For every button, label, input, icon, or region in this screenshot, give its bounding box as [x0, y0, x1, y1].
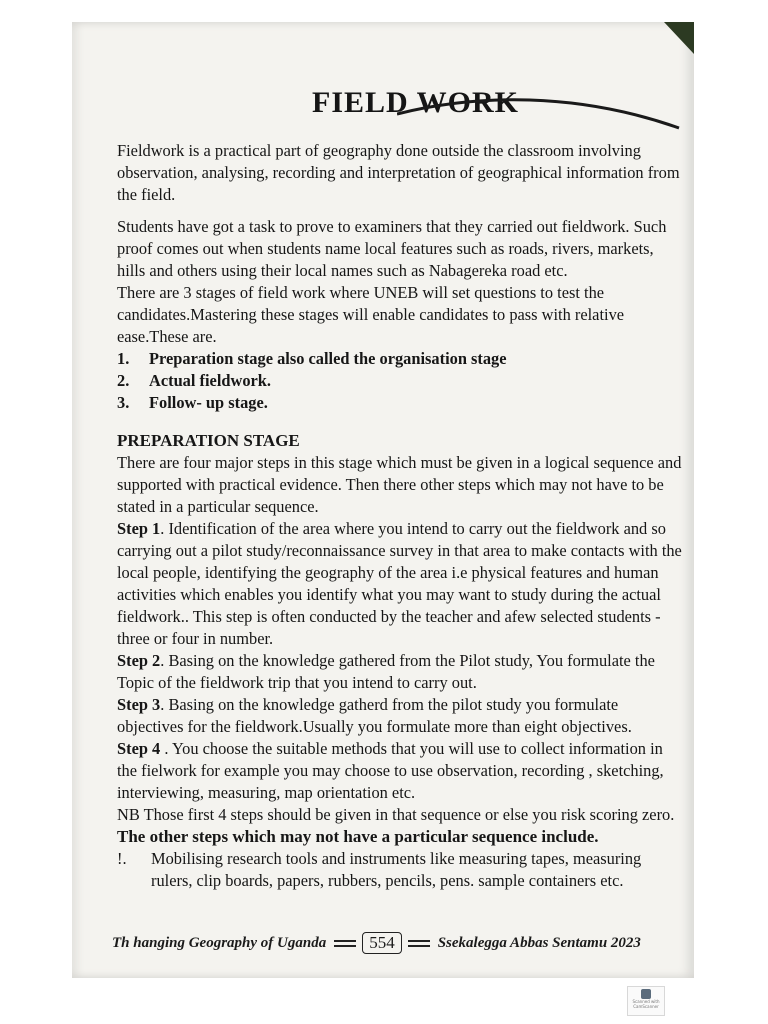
page-number: 554 [362, 932, 402, 954]
step-1: Step 1. Identification of the area where you intend to carry out the fieldwork and so carrying out a pilot study/reconnaissance survey in that area to make contacts with the local people, identifying the geography of the area i.e physical features and human activities which enables you identify what you may want to study during the actual fieldwork.. This step is often conducted by the teacher and afew selected students -three or four in number. [117, 519, 682, 648]
page-content [117, 140, 685, 892]
stages-paragraph: There are 3 stages of field work where UNEB will set questions to test the candidates.Mastering these stages will enable candidates to pass with relative ease.These are. [117, 283, 625, 346]
list-item: !. Mobilising research tools and instruments like measuring tapes, measuring rulers, clip boards, papers, rubbers, pencils, pens. sample containers etc. [117, 849, 642, 890]
other-steps-heading: The other steps which may not have a particular sequence include. [117, 827, 599, 846]
proof-paragraph: Students have got a task to prove to examiners that they carried out fieldwork. Such proof comes out when students name local features such as roads, rivers, markets, hills and others using their local names such as Nabagereka road etc. [117, 217, 667, 280]
preparation-heading: PREPARATION STAGE [117, 431, 300, 450]
nb-note: NB Those first 4 steps should be given in that sequence or else you risk scoring zero. [117, 805, 675, 824]
page-corner-shadow [664, 22, 694, 54]
book-title: Th hanging Geography of Uganda [112, 934, 327, 951]
intro-paragraph: Fieldwork is a practical part of geography done outside the classroom involving observation, analysing, recording and interpretation of geographical information from the field. [117, 141, 680, 204]
camscanner-icon [641, 989, 651, 999]
preparation-intro: There are four major steps in this stage which must be given in a logical sequence and supported with practical evidence. Then there other steps which may not have to be stated in a particular sequence. [117, 453, 682, 516]
list-item: 3. Follow- up stage. [117, 393, 268, 412]
page-title: FIELD WORK [312, 86, 519, 119]
footer-rule [408, 940, 430, 947]
step-3: Step 3. Basing on the knowledge gatherd from the pilot study you formulate objectives for the fieldwork.Usually you formulate more than eight objectives. [117, 695, 632, 736]
step-4: Step 4 . You choose the suitable methods that you will use to collect information in the fielwork for example you may choose to use observation, recording , sketching, interviewing, measuring, map orientation etc. [117, 739, 664, 802]
page-footer [112, 932, 687, 954]
footer-rule [334, 940, 356, 947]
book-page [72, 22, 694, 978]
author-name: Ssekalegga Abbas Sentamu 2023 [437, 934, 641, 951]
title-underline-swoosh [397, 90, 682, 130]
stages-list [117, 348, 685, 414]
list-item: 2. Actual fieldwork. [117, 371, 272, 390]
step-2: Step 2. Basing on the knowledge gathered from the Pilot study, You formulate the Topic of the fieldwork trip that you intend to carry out. [117, 651, 655, 692]
list-item: 1. Preparation stage also called the organisation stage [117, 349, 507, 368]
scanner-badge: Scanned with CamScanner [627, 986, 665, 1016]
